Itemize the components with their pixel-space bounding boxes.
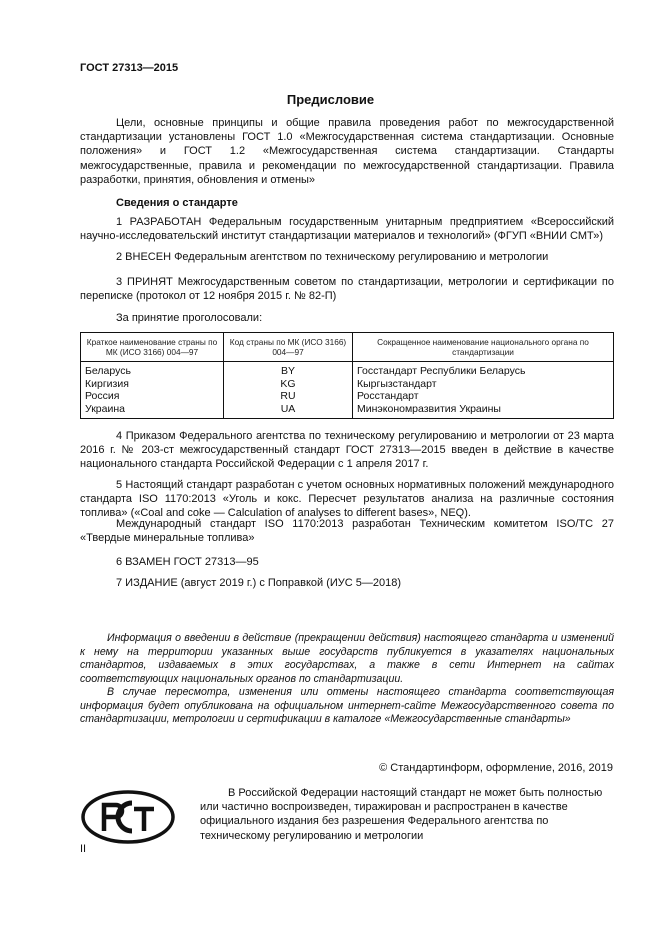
copyright-notice-text: В Российской Федерации настоящий стандарт не может быть полностью или частично воспроизведен, тиражирован и распространен в качестве официального издания без разрешения Федерального агентства по техническому регулированию и метрологии [200,787,603,842]
body-cell: Росстандарт [353,390,614,403]
info-paragraph-1: Информация о введении в действие (прекращении действия) настоящего стандарта и изменений к нему на территории указанных выше государств публикуется в указателях национальных стандартов, издаваемых в этих государствах, а также в сети Интернет на сайтах соответствующих национальных органов по стандартизации. [80,632,614,685]
intro-paragraph: Цели, основные принципы и общие правила проведения работ по межгосударственной стандартизации установлены ГОСТ 1.0 «Межгосударственная система стандартизации. Основные положения» и ГОСТ 1.2 «Межгосударственная система стандартизации. Стандарты межгосударственные, правила и рекомендации по межгосударственной стандартизации. Правила разработки, принятия, обновления и отмены» [80,117,614,186]
item-5-note: Международный стандарт ISO 1170:2013 разработан Техническим комитетом ISO/TC 27 «Твердые минеральные топлива» [80,518,614,545]
document-code: ГОСТ 27313—2015 [80,62,179,74]
item-2: 2 ВНЕСЕН Федеральным агентством по техническому регулированию и метрологии [116,251,549,263]
country-cell: Украина [81,403,224,419]
item-6: 6 ВЗАМЕН ГОСТ 27313—95 [116,556,259,568]
table-row [81,362,614,378]
info-paragraph-2: В случае пересмотра, изменения или отмены настоящего стандарта соответствующая информация будет опубликована на официальном интернет-сайте Межгосударственного совета по стандартизации, метрологии и сертификации в каталоге «Межгосударственные стандарты» [80,686,614,726]
table-row [81,390,614,403]
vote-table-header: Сокращенное наименование национального органа по стандартизации [353,333,614,362]
code-cell: KG [224,378,353,391]
copyright-notice [200,786,614,843]
country-cell: Россия [81,390,224,403]
item-1: 1 РАЗРАБОТАН Федеральным государственным унитарным предприятием «Всероссийский научно-исследовательский институт стандартизации материалов и технологий» (ФГУП «ВНИИ СМТ») [80,216,614,243]
item-7: 7 ИЗДАНИЕ (август 2019 г.) с Поправкой (ИУС 5—2018) [116,577,402,589]
country-cell: Киргизия [81,378,224,391]
table-row [81,378,614,391]
copyright-line: © Стандартинформ, оформление, 2016, 2019 [379,762,613,774]
vote-label: За принятие проголосовали: [116,312,263,324]
page-title: Предисловие [286,92,375,107]
body-cell: Госстандарт Республики Беларусь [353,362,614,378]
rst-certification-logo-icon [80,789,176,845]
code-cell: BY [224,362,353,378]
code-cell: RU [224,390,353,403]
country-cell: Беларусь [81,362,224,378]
body-cell: Кыргызстандарт [353,378,614,391]
item-3: 3 ПРИНЯТ Межгосударственным советом по стандартизации, метрологии и сертификации по переписке (протокол от 12 ноября 2015 г. № 82-П) [80,276,614,303]
page-number: II [80,843,87,855]
vote-table-header: Краткое наименование страны по МК (ИСО 3166) 004—97 [81,333,224,362]
item-5: 5 Настоящий стандарт разработан с учетом основных нормативных положений международного стандарта ISO 1170:2013 «Уголь и кокс. Пересчет результатов анализа на различные состояния топлива» («Coal and coke — Calculation of analyses to different bases», NEQ). [80,479,614,520]
section-heading: Сведения о стандарте [116,197,238,209]
table-row [81,403,614,419]
item-4: 4 Приказом Федерального агентства по техническому регулированию и метрологии от 23 марта 2016 г. № 203-ст межгосударственный стандарт ГОСТ 27313—2015 введен в действие в качестве национального стандарта Российской Федерации с 1 апреля 2017 г. [80,430,614,471]
vote-table-header: Код страны по МК (ИСО 3166) 004—97 [224,333,353,362]
vote-table [80,332,614,419]
code-cell: UA [224,403,353,419]
body-cell: Минэкономразвития Украины [353,403,614,419]
